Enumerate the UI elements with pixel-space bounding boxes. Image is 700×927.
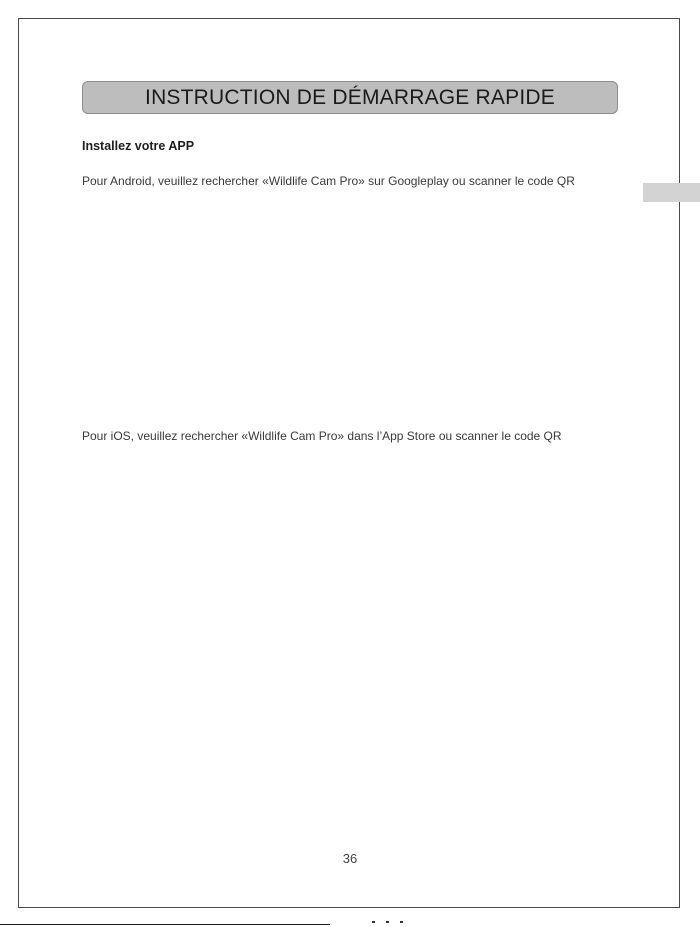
page-number: 36: [342, 851, 358, 866]
side-tab-marker: [643, 183, 700, 202]
page-title: INSTRUCTION DE DÉMARRAGE RAPIDE: [145, 85, 555, 109]
ios-instructions: Pour iOS, veuillez rechercher «Wildlife Cam Pro» dans l’App Store ou scanner le code QR: [82, 429, 562, 443]
bottom-rule: [0, 924, 330, 925]
android-instructions: Pour Android, veuillez rechercher «Wildlife Cam Pro» sur Googleplay ou scanner le code QR: [82, 174, 575, 188]
title-banner: [82, 81, 618, 114]
section-heading: Installez votre APP: [82, 139, 195, 153]
bottom-crop-marks: [372, 921, 412, 927]
